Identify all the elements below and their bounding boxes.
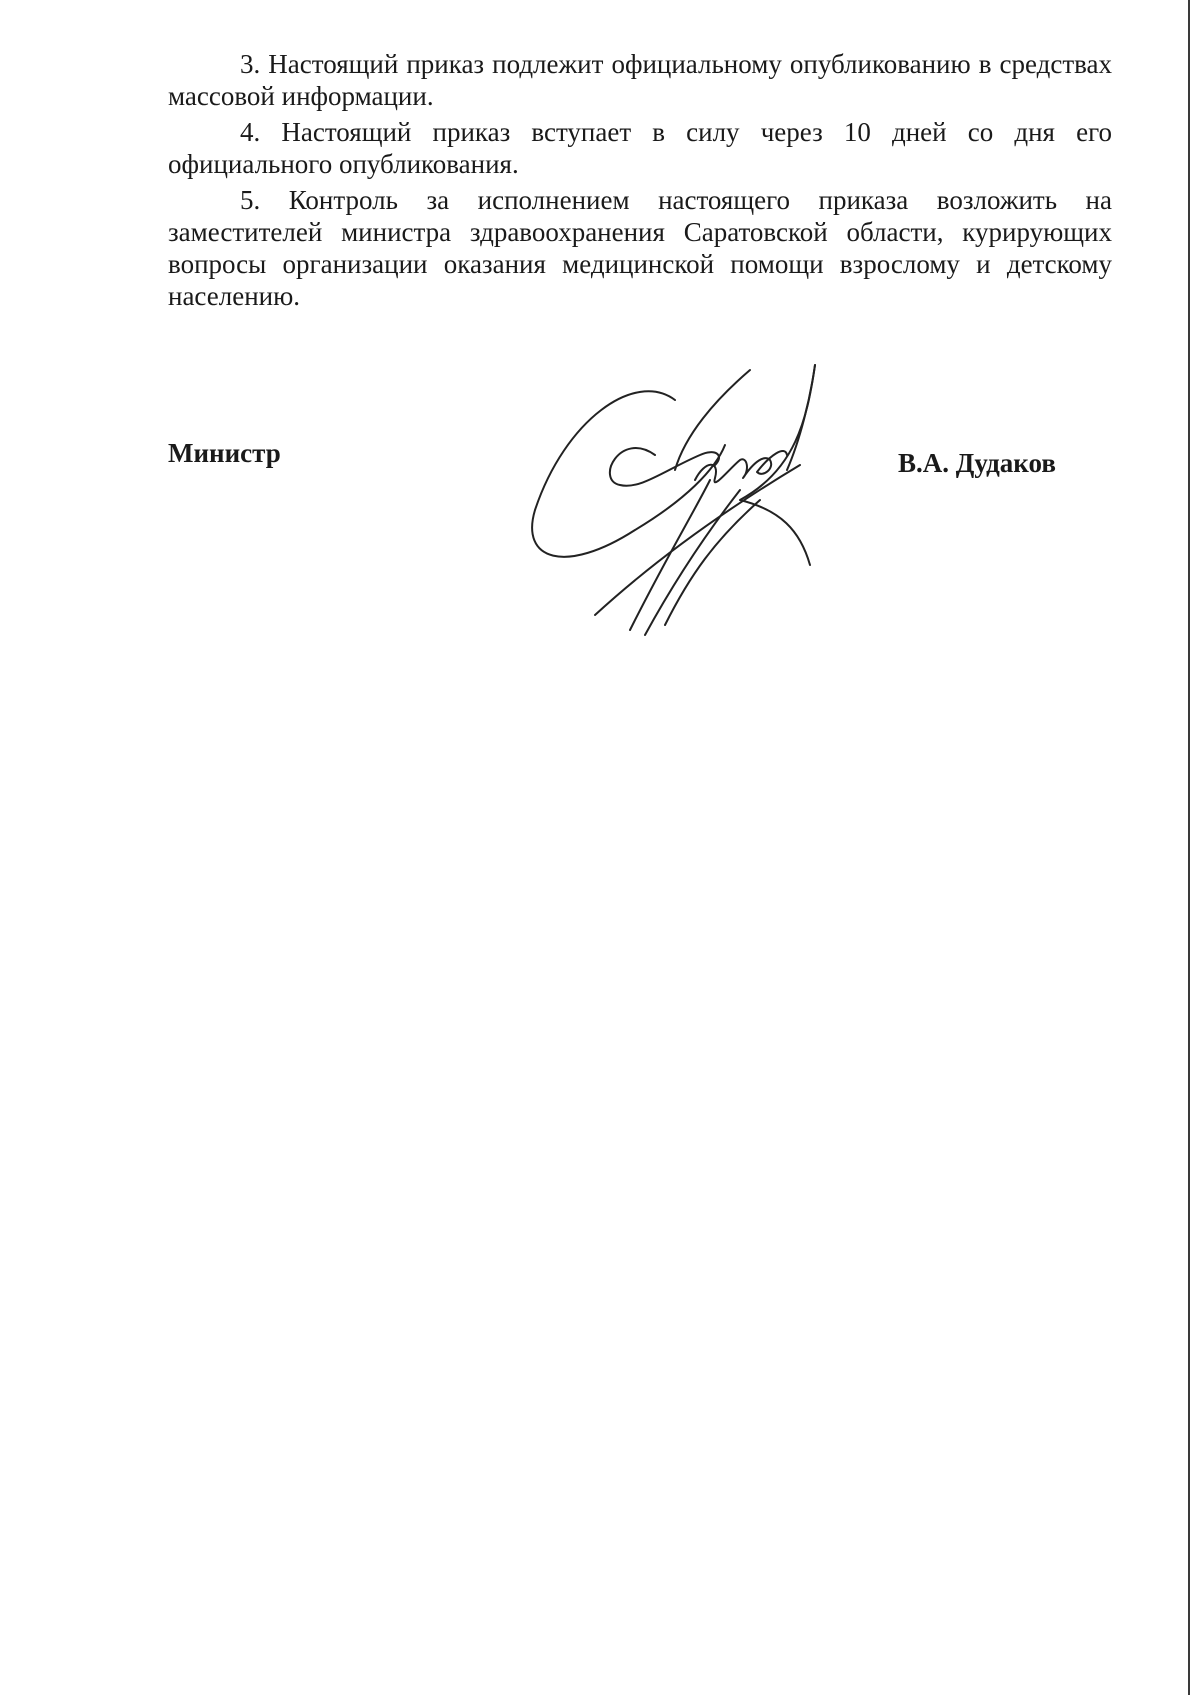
signatory-name: В.А. Дудаков: [898, 448, 1056, 478]
page-edge-line: [1188, 0, 1190, 1695]
position-title: Министр: [168, 438, 281, 468]
paragraph-5: 5. Контроль за исполнением настоящего приказа возложить на заместителей министра здравоохранения Саратовской области, курирующих вопросы организации оказания медицинской помощи взрослому и детскому населению.: [168, 185, 1112, 311]
handwritten-signature: [525, 360, 865, 660]
paragraph-3: 3. Настоящий приказ подлежит официальному опубликованию в средствах массовой информации.: [168, 49, 1112, 111]
document-body: [168, 48, 1112, 316]
paragraph-4: 4. Настоящий приказ вступает в силу через 10 дней со дня его официального опубликования.: [168, 117, 1112, 179]
signature-block: [0, 360, 1200, 660]
